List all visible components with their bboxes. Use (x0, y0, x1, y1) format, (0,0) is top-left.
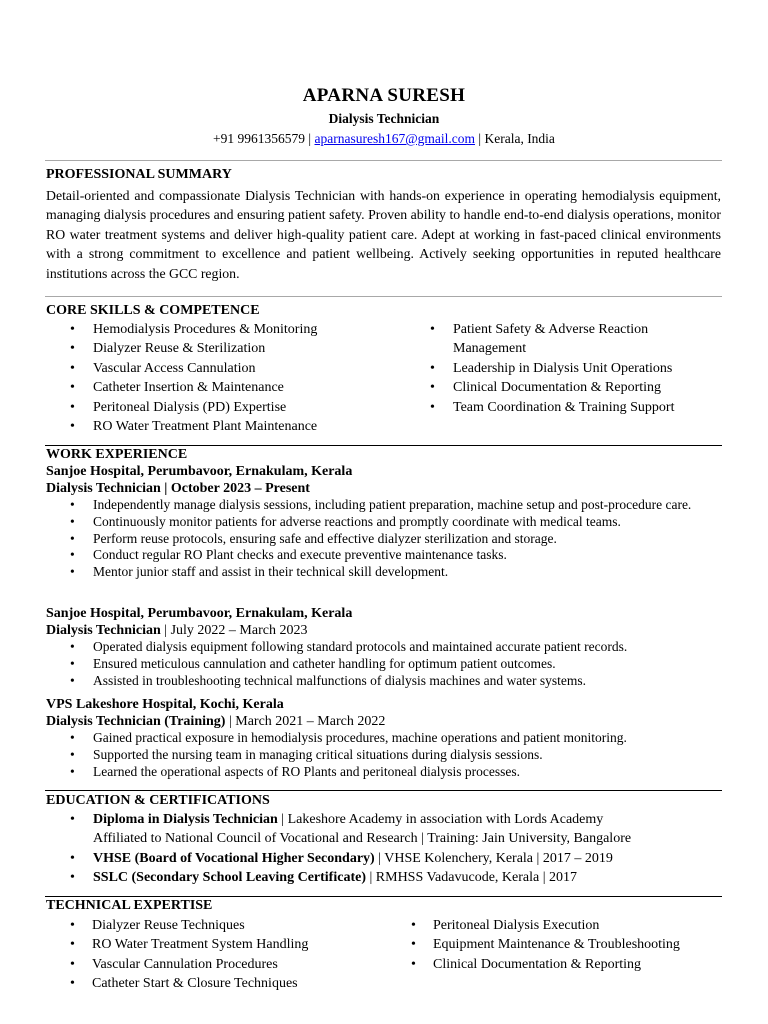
candidate-name: APARNA SURESH (302, 85, 466, 106)
list-item (46, 810, 721, 849)
list-item: • Assisted in troubleshooting technical malfunctions of dialysis machines and water systems. (46, 673, 721, 690)
list-item (46, 849, 721, 868)
list-item: • Catheter Insertion & Maintenance (46, 378, 406, 397)
resume-header (0, 85, 768, 147)
job-separator: | (225, 713, 236, 729)
job-bullets (46, 730, 721, 780)
list-item: • Dialyzer Reuse Techniques (46, 916, 386, 935)
skills-list-right (406, 320, 706, 417)
section-divider (45, 160, 722, 161)
job-header (46, 697, 385, 730)
list-item: • Clinical Documentation & Reporting (406, 378, 706, 397)
job-header (46, 606, 352, 639)
job-dates: March 2021 – March 2022 (235, 713, 386, 729)
list-item: • Clinical Documentation & Reporting (387, 955, 722, 974)
job-organization: VPS Lakeshore Hospital, Kochi, Kerala (46, 697, 284, 712)
contact-line (0, 131, 768, 147)
list-item: • RO Water Treatment Plant Maintenance (46, 417, 406, 436)
job-organization: Sanjoe Hospital, Perumbavoor, Ernakulam, Kerala (46, 464, 353, 479)
job-bullets (46, 497, 721, 581)
list-item: • Gained practical exposure in hemodialysis procedures, machine operations and patient monitoring. (46, 730, 721, 747)
contact-separator: | (305, 131, 315, 146)
email-link[interactable]: aparnasuresh167@gmail.com (314, 131, 476, 146)
list-item: • Learned the operational aspects of RO Plants and peritoneal dialysis processes. (46, 764, 721, 781)
section-divider (45, 445, 722, 446)
section-divider (45, 790, 722, 791)
edu-details-line2: Affiliated to National Council of Vocational and Research | Training: Jain University, Bangalore (93, 831, 632, 847)
candidate-role: Dialysis Technician (328, 111, 440, 126)
list-item: • Dialyzer Reuse & Sterilization (46, 339, 406, 358)
list-item: • Catheter Start & Closure Techniques (46, 974, 386, 993)
phone-number: +91 9961356579 (213, 131, 306, 146)
contact-separator: | (475, 131, 485, 146)
job-header (46, 464, 352, 497)
edu-qualification: VHSE (Board of Vocational Higher Secondary) (93, 850, 375, 866)
list-item: • Operated dialysis equipment following standard protocols and maintained accurate patient records. (46, 639, 721, 656)
job-separator: | (160, 622, 171, 638)
list-item: • Equipment Maintenance & Troubleshooting (387, 935, 722, 954)
list-item: • Conduct regular RO Plant checks and execute preventive maintenance tasks. (46, 547, 721, 564)
list-item: • Leadership in Dialysis Unit Operations (406, 359, 706, 378)
job-title: Dialysis Technician (46, 622, 161, 638)
section-title-education: EDUCATION & CERTIFICATIONS (46, 793, 270, 808)
section-title-skills: CORE SKILLS & COMPETENCE (46, 303, 260, 318)
job-dates: July 2022 – March 2023 (170, 622, 308, 638)
section-title-technical: TECHNICAL EXPERTISE (46, 898, 213, 913)
list-item: • Peritoneal Dialysis Execution (387, 916, 722, 935)
section-divider (45, 296, 722, 297)
edu-qualification: SSLC (Secondary School Leaving Certificate) (93, 870, 366, 886)
job-title: Dialysis Technician (Training) (46, 713, 226, 729)
job-separator: | (160, 480, 171, 496)
job-position (46, 481, 352, 498)
list-item: • RO Water Treatment System Handling (46, 935, 386, 954)
list-item: • Patient Safety & Adverse Reaction Management (406, 320, 706, 359)
edu-details: | RMHSS Vadavucode, Kerala | 2017 (365, 870, 578, 886)
list-item (46, 868, 721, 887)
job-dates: October 2023 – Present (170, 480, 310, 496)
list-item: • Supported the nursing team in managing critical situations during dialysis sessions. (46, 747, 721, 764)
skills-list-left (46, 320, 406, 436)
list-item: • Peritoneal Dialysis (PD) Expertise (46, 398, 406, 417)
education-list (46, 810, 721, 888)
section-divider (45, 896, 722, 897)
edu-details: | VHSE Kolenchery, Kerala | 2017 – 2019 (374, 850, 613, 866)
list-item: • Vascular Cannulation Procedures (46, 955, 386, 974)
job-title: Dialysis Technician (46, 480, 161, 496)
technical-list-right (387, 916, 722, 974)
job-organization: Sanjoe Hospital, Perumbavoor, Ernakulam, Kerala (46, 606, 353, 621)
technical-list-left (46, 916, 386, 994)
edu-details: | Lakeshore Academy in association with Lords Academy (277, 812, 604, 827)
list-item: • Independently manage dialysis sessions, including patient preparation, machine setup and post-procedure care. (46, 497, 721, 514)
section-title-summary: PROFESSIONAL SUMMARY (46, 167, 232, 182)
list-item: • Ensured meticulous cannulation and catheter handling for optimum patient outcomes. (46, 656, 721, 673)
list-item: • Mentor junior staff and assist in their technical skill development. (46, 564, 721, 581)
job-bullets (46, 639, 721, 689)
list-item: • Team Coordination & Training Support (406, 398, 706, 417)
edu-qualification: Diploma in Dialysis Technician (93, 812, 278, 827)
list-item: • Hemodialysis Procedures & Monitoring (46, 320, 406, 339)
list-item: • Continuously monitor patients for adverse reactions and promptly coordinate with medical teams. (46, 514, 721, 531)
location: Kerala, India (484, 131, 555, 146)
list-item: • Perform reuse protocols, ensuring safe and effective dialyzer sterilization and storage. (46, 531, 721, 548)
job-position (46, 714, 385, 731)
section-title-experience: WORK EXPERIENCE (46, 447, 188, 462)
summary-text: Detail-oriented and compassionate Dialysis Technician with hands-on experience in operating hemodialysis equipment, managing dialysis procedures and ensuring patient safety. Proven ability to handle end-to-end dialysis operations, monitor RO water treatment systems and deliver high-quality patient care. Adept at working in fast-paced clinical environments with a strong commitment to excellence and patient wellbeing. Actively seeking opportunities in reputed healthcare institutions across the GCC region. (46, 188, 721, 281)
list-item: • Vascular Access Cannulation (46, 359, 406, 378)
job-position (46, 623, 352, 640)
